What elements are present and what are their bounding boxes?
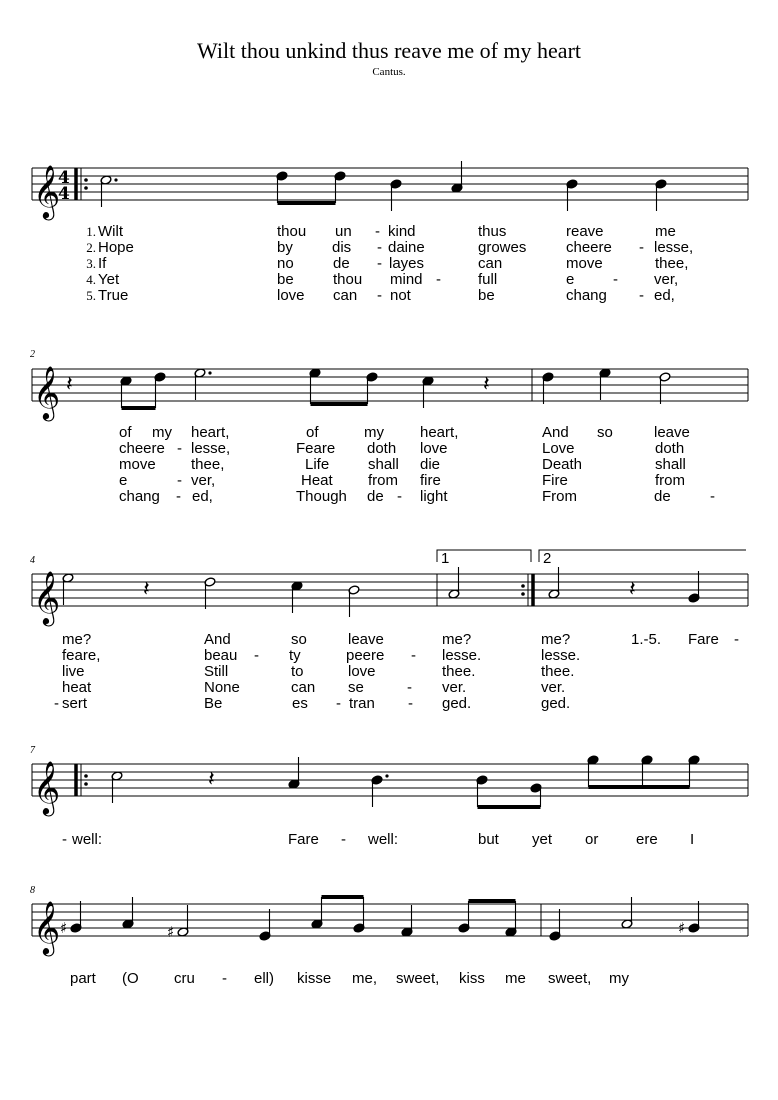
verse-number: 3. (86, 256, 96, 271)
lyric-syllable: - (222, 970, 227, 987)
lyric-syllable: (O (122, 970, 139, 987)
lyric-syllable: heat (62, 679, 92, 696)
lyric-syllable: - (407, 679, 412, 696)
lyric-syllable: my (152, 424, 172, 441)
lyric-syllable: kisse (297, 970, 332, 987)
lyric-syllable: Still (204, 663, 229, 680)
note (548, 567, 560, 599)
lyric-syllable: Though (296, 488, 347, 505)
volta-bracket-1 (437, 550, 531, 562)
lyric-syllable: kind (388, 223, 416, 240)
lyric-syllable: ell) (254, 970, 275, 987)
lyric-syllable: part (70, 970, 96, 987)
lyric-syllable: my (364, 424, 384, 441)
lyric-syllable: ed, (654, 287, 675, 304)
lyric-syllable: - (62, 831, 67, 848)
lyric-syllable: Hope (98, 239, 134, 256)
note (621, 897, 633, 929)
verse-number: 1. (86, 224, 96, 239)
lyric-syllable: full (478, 271, 498, 288)
lyric-syllable: - (436, 271, 441, 288)
lyric-syllable: me? (541, 631, 571, 648)
lyric-syllable: but (478, 831, 499, 848)
lyric-syllable: to (291, 663, 304, 680)
treble-clef-icon: 𝄞 (33, 900, 61, 954)
verse-number: 5. (86, 288, 96, 303)
song-title: Wilt thou unkind thus reave me of my heart (196, 38, 582, 63)
lyric-syllable: ver, (191, 472, 216, 489)
part-name: Cantus. (372, 66, 406, 78)
time-signature-top: 4 (58, 168, 70, 188)
lyric-syllable: cheere (566, 239, 612, 256)
lyric-syllable: well: (368, 831, 399, 848)
lyric-syllable: fire (420, 472, 441, 489)
quarter-rest-icon: 𝄽 (629, 577, 636, 602)
note (659, 372, 671, 404)
volta-bracket-2 (539, 550, 746, 562)
lyric-syllable: - (375, 223, 380, 240)
lyric-syllable: ver. (442, 679, 467, 696)
lyric-syllable: thou (277, 223, 307, 240)
lyric-syllable: from (368, 472, 398, 489)
lyric-syllable: cheere (119, 440, 165, 457)
lyric-syllable: love (277, 287, 305, 304)
lyric-syllable: sert (62, 695, 88, 712)
lyric-syllable: yet (532, 831, 553, 848)
lyric-syllable: And (542, 424, 569, 441)
lyric-syllable: layes (389, 255, 425, 272)
lyric-syllable: heart, (191, 424, 230, 441)
lyric-syllable: se (348, 679, 364, 696)
lyric-syllable: by (277, 239, 293, 256)
note (451, 161, 463, 193)
lyric-syllable: e (119, 472, 128, 489)
volta-number: 1 (441, 550, 450, 567)
measure-number: 8 (30, 885, 35, 896)
note (60, 901, 82, 937)
lyric-syllable: - (613, 271, 618, 288)
lyric-syllable: - (710, 488, 715, 505)
lyric-syllable: Feare (296, 440, 336, 457)
lyric-syllable: - (734, 631, 739, 648)
quarter-rest-icon: 𝄽 (483, 372, 490, 397)
lyric-syllable: thee, (191, 456, 225, 473)
lyric-syllable: chang (566, 287, 607, 304)
repeat-dot (84, 782, 88, 786)
lyric-syllable: Fire (542, 472, 568, 489)
lyric-syllable: And (204, 631, 231, 648)
dot (208, 371, 211, 374)
lyric-syllable: I (690, 831, 695, 848)
lyric-syllable: None (204, 679, 240, 696)
lyric-syllable: from (655, 472, 685, 489)
repeat-dot (84, 178, 88, 182)
lyric-syllable: - (177, 440, 182, 457)
lyric-syllable: ty (289, 647, 301, 664)
lyric-syllable: lesse. (442, 647, 482, 664)
lyric-syllable: - (377, 239, 382, 256)
lyric-syllable: thee. (541, 663, 575, 680)
lyric-syllable: me (505, 970, 526, 987)
lyric-syllable: tran (349, 695, 375, 712)
sharp-icon: ♯ (167, 923, 175, 941)
lyric-syllable: daine (388, 239, 425, 256)
time-signature-bottom: 4 (58, 184, 70, 204)
lyric-syllable: ged. (541, 695, 571, 712)
lyric-syllable: sweet, (548, 970, 592, 987)
verse-number: 4. (86, 272, 96, 287)
quarter-rest-icon: 𝄽 (143, 577, 150, 602)
lyric-syllable: well: (72, 831, 103, 848)
lyric-syllable: Heat (301, 472, 333, 489)
lyric-syllable: - (639, 287, 644, 304)
lyric-syllable: Fare (688, 631, 719, 648)
note (194, 368, 212, 400)
lyric-syllable: move (119, 456, 156, 473)
lyric-syllable: thou (333, 271, 363, 288)
lyric-syllable: growes (478, 239, 527, 256)
note (204, 577, 216, 609)
lyric-syllable: me? (62, 631, 92, 648)
sharp-icon: ♯ (678, 919, 686, 937)
lyric-syllable: ver, (654, 271, 679, 288)
note (288, 757, 300, 789)
lyric-syllable: lesse. (541, 647, 581, 664)
lyric-syllable: - (54, 695, 59, 712)
note (678, 901, 700, 937)
lyric-syllable: - (408, 695, 413, 712)
measure-number: 2 (30, 349, 35, 360)
measure-number: 7 (30, 745, 35, 756)
note (390, 179, 402, 211)
note (348, 585, 360, 617)
lyric-syllable: - (177, 472, 182, 489)
lyric-syllable: thee, (655, 255, 689, 272)
note (111, 771, 123, 803)
repeat-dot (521, 584, 525, 588)
lyric-syllable: shall (655, 456, 686, 473)
lyric-syllable: leave (348, 631, 384, 648)
lyric-syllable: mind (390, 271, 423, 288)
treble-clef-icon: 𝄞 (33, 570, 61, 624)
note (448, 567, 460, 599)
volta-number: 2 (543, 550, 552, 567)
lyric-syllable: un (335, 223, 352, 240)
lyric-syllable: no (277, 255, 294, 272)
note (62, 573, 74, 605)
lyric-syllable: - (336, 695, 341, 712)
lyric-syllable: - (254, 647, 259, 664)
lyric-syllable: me, (352, 970, 378, 987)
dot (114, 178, 117, 181)
lyric-syllable: - (377, 255, 382, 272)
lyric-syllable: - (377, 287, 382, 304)
lyric-syllable: Love (542, 440, 575, 457)
note (422, 376, 434, 408)
lyric-syllable: can (333, 287, 358, 304)
repeat-dot (521, 592, 525, 596)
lyric-syllable: lesse, (654, 239, 694, 256)
lyric-syllable: ere (636, 831, 658, 848)
lyric-syllable: True (98, 287, 129, 304)
note (291, 581, 303, 613)
lyric-syllable: of (306, 424, 319, 441)
lyric-syllable: thee. (442, 663, 476, 680)
lyric-syllable: peere (346, 647, 385, 664)
lyric-syllable: - (176, 488, 181, 505)
lyric-syllable: love (420, 440, 448, 457)
lyric-syllable: - (411, 647, 416, 664)
lyric-syllable: es (292, 695, 308, 712)
lyric-syllable: move (566, 255, 603, 272)
note (688, 571, 700, 603)
lyric-syllable: - (639, 239, 644, 256)
lyric-syllable: can (478, 255, 503, 272)
lyric-syllable: - (397, 488, 402, 505)
lyric-syllable: heart, (420, 424, 459, 441)
lyric-syllable: shall (368, 456, 399, 473)
lyric-syllable: my (609, 970, 629, 987)
lyric-syllable: live (62, 663, 85, 680)
note (122, 897, 134, 929)
lyric-syllable: so (291, 631, 307, 648)
lyric-syllable: sweet, (396, 970, 440, 987)
lyric-syllable: beau (204, 647, 238, 664)
note (655, 179, 667, 211)
lyric-syllable: Fare (288, 831, 319, 848)
lyric-syllable: de (367, 488, 384, 505)
lyric-syllable: ged. (442, 695, 472, 712)
lyric-syllable: ver. (541, 679, 566, 696)
lyric-syllable: be (277, 271, 294, 288)
measure-number: 4 (30, 555, 35, 566)
lyric-syllable: doth (655, 440, 685, 457)
lyric-syllable: light (420, 488, 448, 505)
lyric-syllable: dis (332, 239, 352, 256)
lyric-syllable: Life (305, 456, 330, 473)
lyric-syllable: me? (442, 631, 472, 648)
treble-clef-icon: 𝄞 (33, 365, 61, 419)
lyric-syllable: de (333, 255, 350, 272)
lyric-syllable: chang (119, 488, 160, 505)
lyric-syllable: cru (174, 970, 195, 987)
lyric-syllable: Death (542, 456, 583, 473)
lyric-syllable: - (341, 831, 346, 848)
lyric-syllable: not (390, 287, 411, 304)
lyric-syllable: e (566, 271, 575, 288)
lyric-syllable: or (585, 831, 599, 848)
quarter-rest-icon: 𝄽 (208, 767, 215, 792)
lyric-syllable: Be (204, 695, 223, 712)
quarter-rest-icon: 𝄽 (66, 372, 73, 397)
lyric-syllable: die (420, 456, 441, 473)
note (599, 368, 611, 400)
lyric-syllable: ed, (192, 488, 213, 505)
note (542, 372, 554, 404)
lyric-syllable: me (655, 223, 676, 240)
note (566, 179, 578, 211)
treble-clef-icon: 𝄞 (33, 760, 61, 814)
repeat-dot (84, 774, 88, 778)
note (401, 905, 413, 937)
lyric-syllable: be (478, 287, 495, 304)
lyric-syllable: love (348, 663, 376, 680)
note (259, 909, 271, 941)
lyric-syllable: can (291, 679, 316, 696)
lyric-syllable: feare, (62, 647, 101, 664)
note (371, 774, 389, 807)
lyric-syllable: so (597, 424, 613, 441)
lyric-syllable: kiss (459, 970, 485, 987)
note (688, 755, 700, 787)
lyric-syllable: thus (478, 223, 507, 240)
lyric-syllable: leave (654, 424, 690, 441)
repeat-dot (84, 186, 88, 190)
lyric-syllable: Yet (98, 271, 120, 288)
note (100, 175, 118, 207)
lyric-syllable: 1.-5. (631, 631, 662, 648)
sharp-icon: ♯ (60, 919, 68, 937)
lyric-syllable: of (119, 424, 132, 441)
lyric-syllable: de (654, 488, 671, 505)
lyric-syllable: If (98, 255, 107, 272)
lyric-syllable: doth (367, 440, 397, 457)
lyric-syllable: lesse, (191, 440, 231, 457)
lyric-syllable: From (542, 488, 577, 505)
verse-number: 2. (86, 240, 96, 255)
treble-clef-icon: 𝄞 (33, 164, 61, 218)
dot (385, 774, 388, 777)
lyric-syllable: reave (566, 223, 604, 240)
lyric-syllable: Wilt (98, 223, 123, 240)
note (549, 909, 561, 941)
